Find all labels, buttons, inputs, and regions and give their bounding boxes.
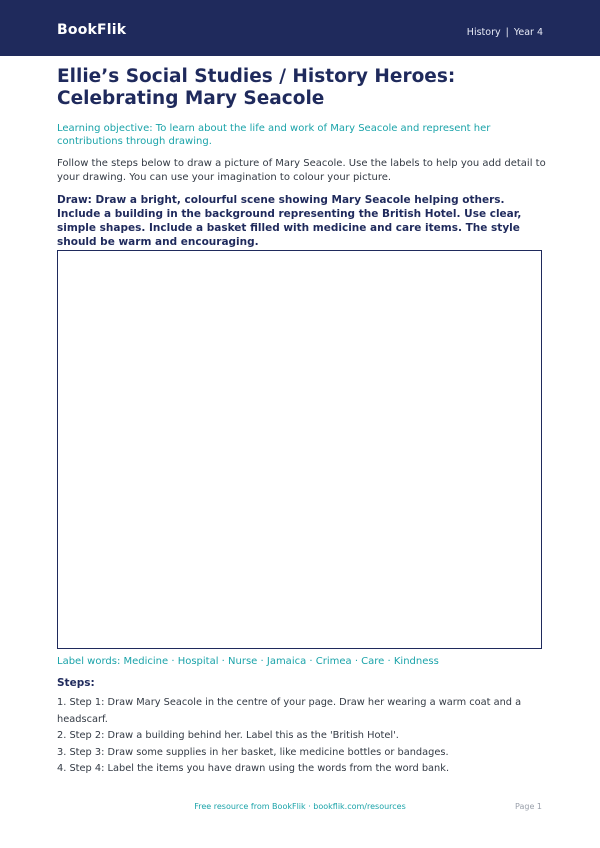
step-item: 1. Step 1: Draw Mary Seacole in the centre of your page. Draw her wearing a warm coat and a headscarf.	[57, 697, 522, 725]
page-title: Ellie’s Social Studies / History Heroes: Celebrating Mary Seacole	[57, 66, 456, 109]
breadcrumb	[467, 27, 543, 38]
step-item: 4. Step 4: Label the items you have drawn using the words from the word bank.	[57, 763, 450, 774]
page-number: Page 1	[515, 802, 542, 811]
instructions-text: Follow the steps below to draw a picture of Mary Seacole. Use the labels to help you add detail to your drawing. You can use your imagination to colour your picture.	[57, 158, 546, 183]
brand-logo[interactable]: BookFlik	[57, 22, 127, 38]
footer-text: Free resource from BookFlik · bookflik.com/resources	[194, 802, 406, 811]
drawing-area[interactable]	[57, 250, 542, 649]
label-word-bank: Label words: Medicine · Hospital · Nurse · Jamaica · Crimea · Care · Kindness	[57, 656, 439, 667]
header-bar	[0, 0, 600, 56]
step-item: 2. Step 2: Draw a building behind her. Label this as the 'British Hotel'.	[57, 730, 399, 741]
draw-prompt: Draw: Draw a bright, colourful scene showing Mary Seacole helping others. Include a building in the background representing the British Hotel. Use clear, simple shapes. Include a basket filled with medicine and care items. The style should be warm and encouraging.	[57, 194, 522, 248]
learning-objective: Learning objective: To learn about the life and work of Mary Seacole and represent her contributions through drawing.	[57, 123, 491, 147]
subject-label: History	[466, 27, 501, 38]
steps-heading: Steps:	[57, 677, 95, 689]
year-label: Year 4	[513, 27, 543, 38]
breadcrumb-separator: |	[505, 27, 509, 38]
step-item: 3. Step 3: Draw some supplies in her basket, like medicine bottles or bandages.	[57, 746, 449, 758]
steps-list	[57, 695, 547, 778]
